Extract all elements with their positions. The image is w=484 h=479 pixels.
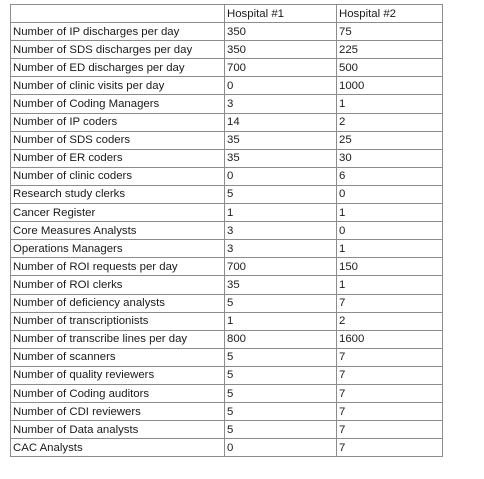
hospital-1-cell: 5 [225, 403, 337, 421]
table-row [11, 421, 443, 439]
hospital-1-cell: 1 [225, 312, 337, 330]
table-row [11, 276, 443, 294]
hospital-1-cell: 35 [225, 131, 337, 149]
hospital-2-cell: 7 [337, 439, 443, 457]
hospital-1-cell: 0 [225, 167, 337, 185]
table-row [11, 23, 443, 41]
hospital-2-cell: 7 [337, 403, 443, 421]
table-row [11, 204, 443, 222]
hospital-1-cell: 5 [225, 421, 337, 439]
hospital-1-cell: 0 [225, 439, 337, 457]
metric-cell: Number of ED discharges per day [11, 59, 225, 77]
hospital-2-cell: 0 [337, 185, 443, 203]
hospital-2-cell: 225 [337, 41, 443, 59]
hospital-2-cell: 1 [337, 240, 443, 258]
table-row [11, 366, 443, 384]
metric-cell: Core Measures Analysts [11, 222, 225, 240]
metric-cell: Number of ER coders [11, 149, 225, 167]
hospital-2-cell: 500 [337, 59, 443, 77]
table-row [11, 240, 443, 258]
hospital-2-cell: 7 [337, 421, 443, 439]
hospital-2-cell: 1000 [337, 77, 443, 95]
table-row [11, 185, 443, 203]
hospital-2-cell: 7 [337, 348, 443, 366]
header-cell-hospital-2: Hospital #2 [337, 5, 443, 23]
hospital-2-cell: 7 [337, 384, 443, 402]
hospital-1-cell: 3 [225, 240, 337, 258]
table-row [11, 312, 443, 330]
table-row [11, 77, 443, 95]
hospital-1-cell: 700 [225, 59, 337, 77]
hospital-2-cell: 7 [337, 294, 443, 312]
table-row [11, 439, 443, 457]
header-cell-hospital-1: Hospital #1 [225, 5, 337, 23]
table-row [11, 348, 443, 366]
hospital-2-cell: 1 [337, 204, 443, 222]
table-row [11, 384, 443, 402]
metric-cell: Cancer Register [11, 204, 225, 222]
table-row [11, 330, 443, 348]
hospital-1-cell: 800 [225, 330, 337, 348]
hospital-1-cell: 35 [225, 276, 337, 294]
hospital-1-cell: 350 [225, 41, 337, 59]
metric-cell: Number of clinic visits per day [11, 77, 225, 95]
table-body [11, 5, 443, 457]
hospital-1-cell: 0 [225, 77, 337, 95]
hospital-1-cell: 14 [225, 113, 337, 131]
hospital-1-cell: 5 [225, 384, 337, 402]
hospital-2-cell: 0 [337, 222, 443, 240]
metric-cell: CAC Analysts [11, 439, 225, 457]
hospital-1-cell: 3 [225, 95, 337, 113]
metric-cell: Number of scanners [11, 348, 225, 366]
hospital-2-cell: 150 [337, 258, 443, 276]
table-row [11, 131, 443, 149]
metric-cell: Number of ROI clerks [11, 276, 225, 294]
hospital-2-cell: 30 [337, 149, 443, 167]
metric-cell: Operations Managers [11, 240, 225, 258]
metric-cell: Number of transcriptionists [11, 312, 225, 330]
table-row [11, 59, 443, 77]
table-row [11, 95, 443, 113]
header-cell-metric [11, 5, 225, 23]
hospital-1-cell: 3 [225, 222, 337, 240]
hospital-2-cell: 1 [337, 276, 443, 294]
table-row [11, 294, 443, 312]
metric-cell: Number of CDI reviewers [11, 403, 225, 421]
metric-cell: Research study clerks [11, 185, 225, 203]
hospital-2-cell: 1 [337, 95, 443, 113]
table-row [11, 41, 443, 59]
metric-cell: Number of Data analysts [11, 421, 225, 439]
table-row [11, 113, 443, 131]
metric-cell: Number of IP coders [11, 113, 225, 131]
metric-cell: Number of deficiency analysts [11, 294, 225, 312]
table-row [11, 167, 443, 185]
hospital-2-cell: 75 [337, 23, 443, 41]
hospital-2-cell: 2 [337, 113, 443, 131]
metric-cell: Number of quality reviewers [11, 366, 225, 384]
hospital-1-cell: 1 [225, 204, 337, 222]
metric-cell: Number of ROI requests per day [11, 258, 225, 276]
hospital-1-cell: 5 [225, 348, 337, 366]
hospital-1-cell: 700 [225, 258, 337, 276]
hospital-2-cell: 7 [337, 366, 443, 384]
hospital-1-cell: 5 [225, 366, 337, 384]
metric-cell: Number of transcribe lines per day [11, 330, 225, 348]
hospital-2-cell: 1600 [337, 330, 443, 348]
hospital-1-cell: 5 [225, 294, 337, 312]
header-row [11, 5, 443, 23]
hospital-2-cell: 2 [337, 312, 443, 330]
hospital-1-cell: 5 [225, 185, 337, 203]
hospital-1-cell: 35 [225, 149, 337, 167]
table-row [11, 149, 443, 167]
hospital-2-cell: 25 [337, 131, 443, 149]
metric-cell: Number of Coding auditors [11, 384, 225, 402]
hospital-1-cell: 350 [225, 23, 337, 41]
metric-cell: Number of IP discharges per day [11, 23, 225, 41]
hospital-2-cell: 6 [337, 167, 443, 185]
table-row [11, 258, 443, 276]
metric-cell: Number of SDS coders [11, 131, 225, 149]
metric-cell: Number of clinic coders [11, 167, 225, 185]
staffing-comparison-table [10, 4, 443, 457]
metric-cell: Number of Coding Managers [11, 95, 225, 113]
table-row [11, 222, 443, 240]
table-row [11, 403, 443, 421]
metric-cell: Number of SDS discharges per day [11, 41, 225, 59]
